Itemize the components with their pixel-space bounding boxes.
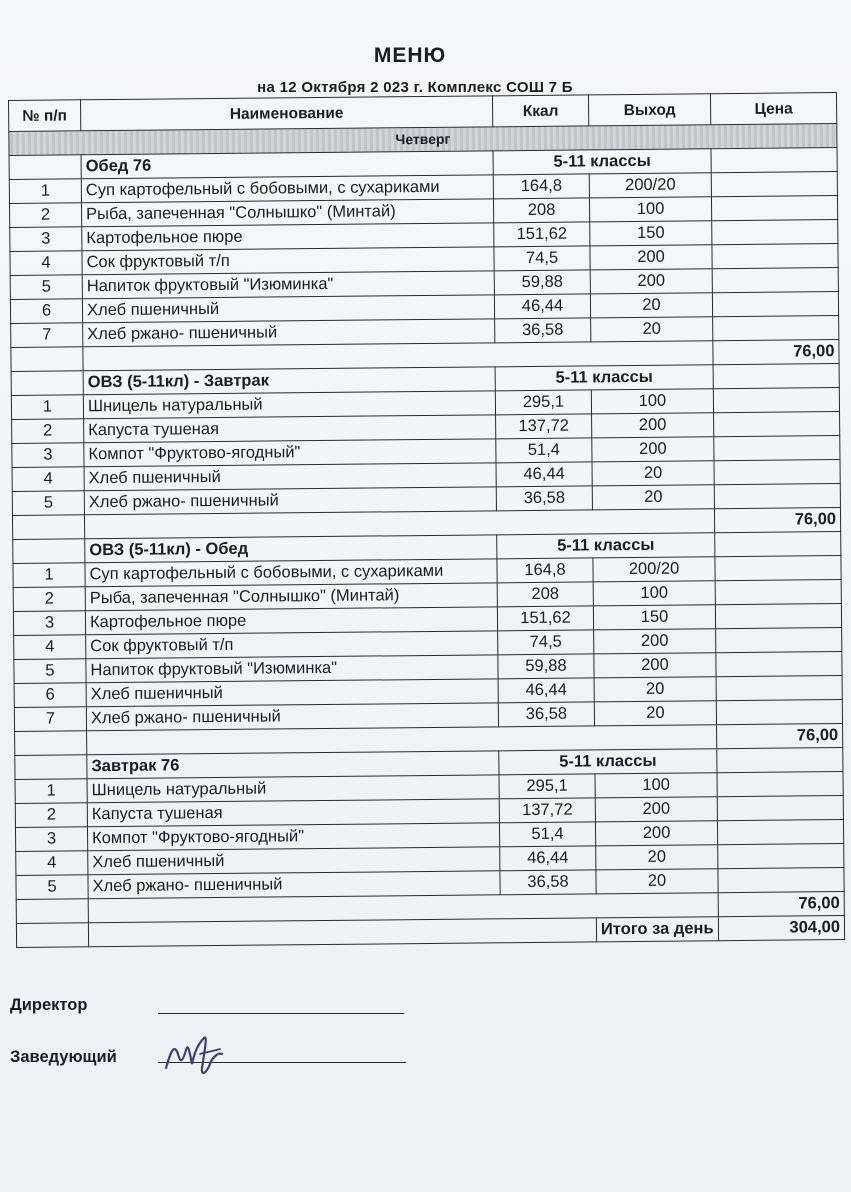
item-kcal: 46,44 [496,462,592,487]
item-output: 200 [590,269,712,294]
item-kcal: 164,8 [493,174,589,199]
item-output: 150 [590,221,712,246]
item-name: Хлеб ржано- пшеничный [84,487,496,515]
item-price [717,772,843,797]
section-title: ОВЗ (5-11кл) - Обед [85,535,497,563]
item-output: 100 [593,581,715,606]
item-kcal: 51,4 [499,822,595,847]
item-name: Рыба, запеченная "Солнышко" (Минтай) [85,583,497,611]
item-kcal: 164,8 [497,558,593,583]
column-header-output: Выход [588,94,710,126]
item-output: 200/20 [593,557,715,582]
item-name: Шницель натуральный [87,775,499,803]
item-number: 3 [15,827,87,852]
item-number: 5 [10,275,82,300]
item-price [713,316,839,341]
item-number: 2 [12,419,84,444]
item-number: 3 [13,611,85,636]
item-kcal: 74,5 [494,246,590,271]
section-num-cell [9,155,81,180]
column-header-num: № п/п [9,100,81,132]
section-total-price: 76,00 [717,724,843,749]
total-num-cell [16,899,88,924]
section-total-price: 76,00 [718,892,844,917]
handwritten-signature [160,1024,230,1080]
item-price [716,676,842,701]
item-name: Картофельное пюре [85,607,497,635]
item-price [711,172,837,197]
item-number: 7 [11,323,83,348]
item-output: 20 [596,869,718,894]
item-price [717,796,843,821]
item-number: 5 [12,491,84,516]
item-kcal: 36,58 [498,702,594,727]
item-kcal: 137,72 [496,414,592,439]
item-kcal: 137,72 [499,798,595,823]
menu-table [8,92,845,948]
item-number: 3 [10,227,82,252]
item-price [715,604,841,629]
item-kcal: 46,44 [498,678,594,703]
column-header-name: Наименование [81,96,493,131]
section-price-cell [717,748,843,773]
menu-table-body [9,124,845,948]
item-name: Сок фруктовый т/п [86,631,498,659]
item-output: 20 [592,461,714,486]
item-number: 4 [14,635,86,660]
item-name: Суп картофельный с бобовыми, с сухариками [81,175,493,203]
item-number: 1 [15,779,87,804]
item-price [714,436,840,461]
item-name: Хлеб пшеничный [86,679,498,707]
item-kcal: 36,58 [496,486,592,511]
item-output: 200 [592,437,714,462]
section-title: ОВЗ (5-11кл) - Завтрак [83,367,495,395]
item-name: Компот "Фруктово-ягодный" [84,439,496,467]
day-total-value: 304,00 [718,916,844,941]
item-name: Хлеб ржано- пшеничный [86,703,498,731]
item-number: 2 [9,203,81,228]
item-number: 1 [13,563,85,588]
item-price [712,268,838,293]
item-price [713,388,839,413]
item-output: 20 [592,485,714,510]
item-name: Хлеб пшеничный [88,847,500,875]
item-output: 100 [591,389,713,414]
item-output: 20 [591,317,713,342]
total-num-cell [15,731,87,756]
column-header-kcal: Ккал [492,95,588,127]
item-kcal: 36,58 [500,870,596,895]
item-name: Хлеб пшеничный [82,295,494,323]
day-total-num-cell [16,923,88,948]
item-kcal: 295,1 [499,774,595,799]
item-number: 4 [12,467,84,492]
item-kcal: 208 [493,198,589,223]
section-num-cell [13,539,85,564]
item-price [715,556,841,581]
item-price [714,412,840,437]
section-total-price: 76,00 [713,340,839,365]
item-number: 1 [11,395,83,420]
item-name: Компот "Фруктово-ягодный" [87,823,499,851]
item-output: 150 [593,605,715,630]
item-number: 7 [14,707,86,732]
section-title: Обед 76 [81,151,493,179]
item-price [718,844,844,869]
document-title: МЕНЮ [373,44,447,67]
item-price [716,628,842,653]
item-kcal: 74,5 [498,630,594,655]
item-output: 20 [596,845,718,870]
item-output: 100 [589,197,711,222]
item-output: 20 [590,293,712,318]
section-title: Завтрак 76 [87,751,499,779]
day-band: Четверг [9,124,837,156]
item-name: Суп картофельный с бобовыми, с сухариками [85,559,497,587]
item-number: 5 [14,659,86,684]
director-label: Директор [10,996,88,1014]
item-output: 200 [590,245,712,270]
day-total-blank-cell [88,918,596,947]
item-price [714,460,840,485]
item-name: Капуста тушеная [84,415,496,443]
item-name: Капуста тушеная [87,799,499,827]
section-num-cell [15,755,87,780]
director-signature-line [158,1013,404,1014]
item-name: Напиток фруктовый "Изюминка" [86,655,498,683]
item-kcal: 151,62 [494,222,590,247]
item-kcal: 51,4 [496,438,592,463]
item-output: 200 [594,653,716,678]
item-kcal: 36,58 [495,318,591,343]
item-output: 200 [592,413,714,438]
item-price [715,580,841,605]
item-price [716,652,842,677]
section-price-cell [715,532,841,557]
item-name: Рыба, запеченная "Солнышко" (Минтай) [81,199,493,227]
section-price-cell [713,364,839,389]
total-num-cell [11,347,83,372]
document-subtitle: на 12 Октября 2 023 г. Комплекс СОШ 7 Б [257,79,573,96]
item-number: 2 [15,803,87,828]
day-total-label: Итого за день [596,917,718,942]
section-group: 5-11 классы [499,749,717,775]
item-number: 2 [13,587,85,612]
item-number: 3 [12,443,84,468]
item-name: Шницель натуральный [83,391,495,419]
section-group: 5-11 классы [495,365,713,391]
item-price [712,244,838,269]
item-name: Хлеб ржано- пшеничный [83,319,495,347]
item-number: 4 [10,251,82,276]
item-output: 200/20 [589,173,711,198]
item-price [718,868,844,893]
item-kcal: 46,44 [500,846,596,871]
item-kcal: 151,62 [497,606,593,631]
item-price [714,484,840,509]
item-output: 100 [595,773,717,798]
item-output: 20 [594,701,716,726]
item-name: Хлеб ржано- пшеничный [88,871,500,899]
item-price [712,220,838,245]
item-name: Хлеб пшеничный [84,463,496,491]
item-number: 5 [16,875,88,900]
section-group: 5-11 классы [497,533,715,559]
column-header-price: Цена [710,93,836,125]
item-price [717,820,843,845]
item-number: 4 [16,851,88,876]
item-output: 200 [595,797,717,822]
item-kcal: 59,88 [498,654,594,679]
item-price [716,700,842,725]
item-number: 6 [10,299,82,324]
item-kcal: 59,88 [494,270,590,295]
item-name: Картофельное пюре [82,223,494,251]
item-number: 1 [9,179,81,204]
item-name: Напиток фруктовый "Изюминка" [82,271,494,299]
item-kcal: 295,1 [495,390,591,415]
section-group: 5-11 классы [493,149,711,175]
item-output: 20 [594,677,716,702]
section-total-price: 76,00 [714,508,840,533]
item-price [712,292,838,317]
item-kcal: 208 [497,582,593,607]
section-price-cell [711,148,837,173]
item-output: 200 [595,821,717,846]
manager-label: Заведующий [10,1048,117,1066]
item-output: 200 [594,629,716,654]
section-num-cell [11,371,83,396]
item-name: Сок фруктовый т/п [82,247,494,275]
total-num-cell [12,515,84,540]
item-kcal: 46,44 [494,294,590,319]
item-number: 6 [14,683,86,708]
item-price [711,196,837,221]
